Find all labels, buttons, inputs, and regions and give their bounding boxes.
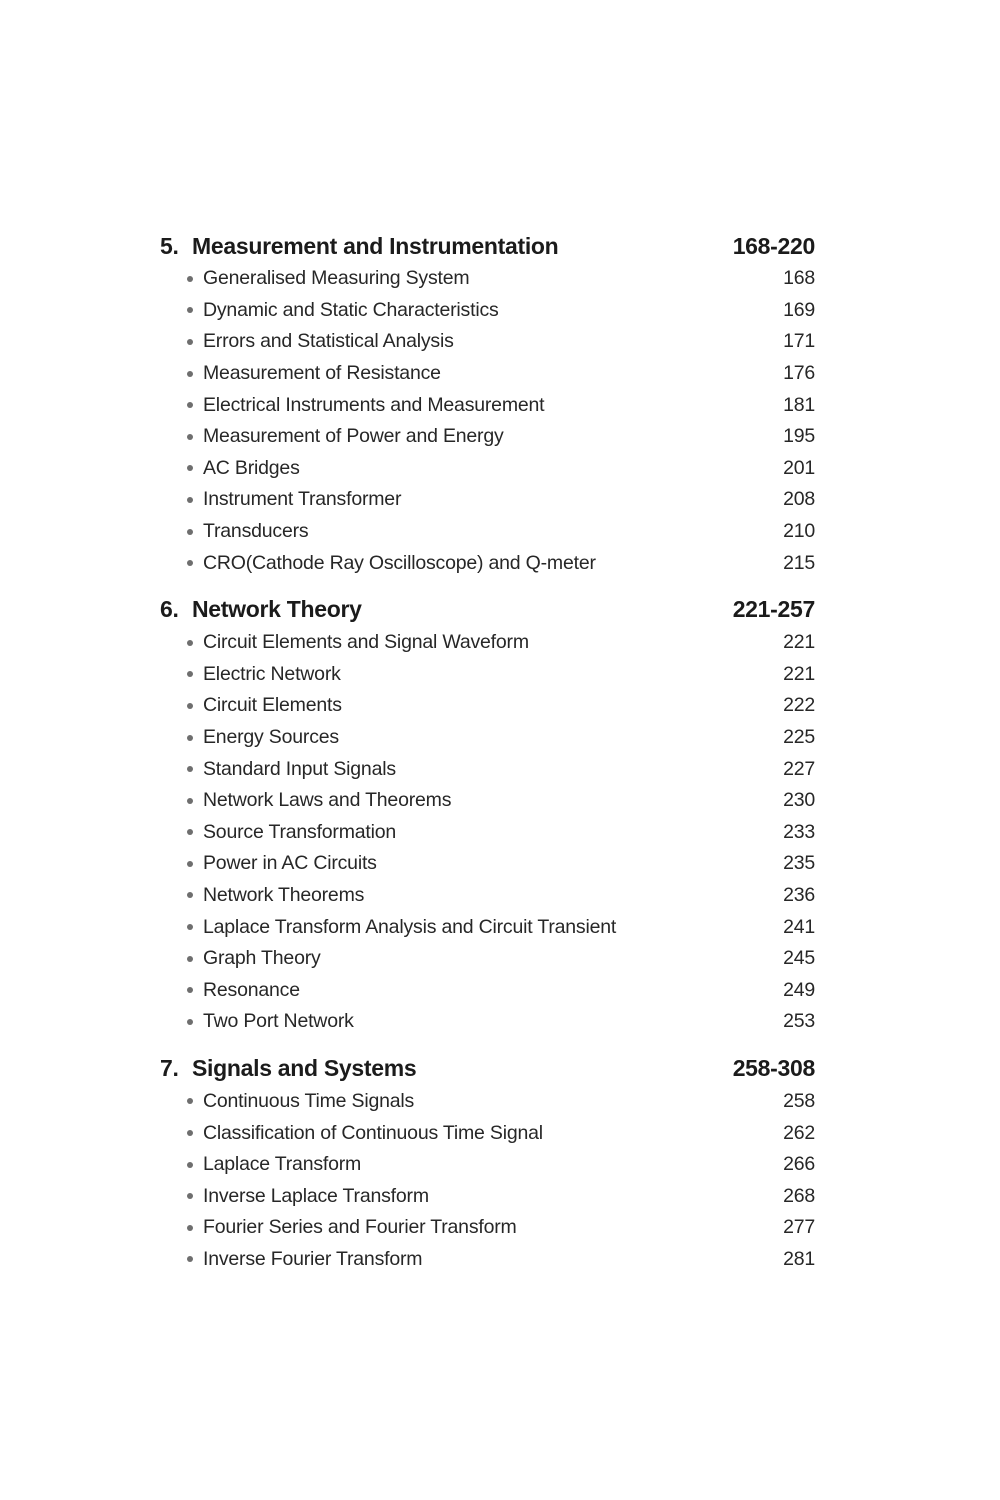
section-page-range: 221-257 (732, 596, 815, 623)
entry-title: Circuit Elements and Signal Waveform (203, 631, 529, 654)
bullet-icon (187, 1130, 193, 1136)
entry-page-number: 168 (783, 267, 815, 290)
bullet-icon (187, 892, 193, 898)
entry-title: Instrument Transformer (203, 488, 402, 511)
entry-title: Inverse Laplace Transform (203, 1184, 429, 1207)
entry-page-number: 233 (783, 820, 815, 843)
entry-title: Fourier Series and Fourier Transform (203, 1216, 517, 1239)
entry-page-number: 241 (783, 915, 815, 938)
bullet-icon (187, 529, 193, 535)
bullet-icon (187, 703, 193, 709)
entry-page-number: 222 (783, 694, 815, 717)
entry-title: Classification of Continuous Time Signal (203, 1121, 543, 1144)
entry-title: Errors and Statistical Analysis (203, 330, 454, 353)
section-heading (160, 593, 815, 627)
entry-page-number: 236 (783, 883, 815, 906)
bullet-icon (187, 465, 193, 471)
entry-page-number: 230 (783, 789, 815, 812)
entry-page-number: 225 (783, 726, 815, 749)
entry-page-number: 253 (783, 1010, 815, 1033)
entry-title: Transducers (203, 520, 309, 543)
bullet-icon (187, 339, 193, 345)
toc-entry (160, 880, 815, 912)
bullet-icon (187, 434, 193, 440)
entry-page-number: 171 (783, 330, 815, 353)
bullet-icon (187, 671, 193, 677)
entry-page-number: 268 (783, 1184, 815, 1207)
entry-page-number: 221 (783, 662, 815, 685)
entry-page-number: 227 (783, 757, 815, 780)
entry-title: AC Bridges (203, 456, 300, 479)
toc-section (160, 1052, 815, 1276)
entry-page-number: 181 (783, 393, 815, 416)
entry-title: Graph Theory (203, 947, 321, 970)
bullet-icon (187, 402, 193, 408)
bullet-icon (187, 497, 193, 503)
toc-entry (160, 1117, 815, 1149)
toc-entry (160, 389, 815, 421)
bullet-icon (187, 735, 193, 741)
bullet-icon (187, 371, 193, 377)
bullet-icon (187, 1193, 193, 1199)
toc-entry (160, 943, 815, 975)
bullet-icon (187, 766, 193, 772)
bullet-icon (187, 987, 193, 993)
toc-entry (160, 1180, 815, 1212)
entry-title: Resonance (203, 978, 300, 1001)
entry-page-number: 258 (783, 1089, 815, 1112)
entry-title: Network Theorems (203, 883, 365, 906)
entry-title: Two Port Network (203, 1010, 354, 1033)
entry-page-number: 210 (783, 520, 815, 543)
entry-title: Network Laws and Theorems (203, 789, 452, 812)
toc-section (160, 229, 815, 579)
bullet-icon (187, 861, 193, 867)
toc-entry (160, 974, 815, 1006)
entry-title: Source Transformation (203, 820, 397, 843)
section-title: Network Theory (192, 596, 362, 623)
section-heading (160, 1052, 815, 1086)
entry-title: Standard Input Signals (203, 757, 396, 780)
toc-entry (160, 1212, 815, 1244)
bullet-icon (187, 1162, 193, 1168)
bullet-icon (187, 1019, 193, 1025)
entry-title: Dynamic and Static Characteristics (203, 298, 499, 321)
bullet-icon (187, 307, 193, 313)
entry-page-number: 201 (783, 456, 815, 479)
section-heading (160, 229, 815, 263)
toc-entry (160, 1006, 815, 1038)
entry-title: CRO(Cathode Ray Oscilloscope) and Q-meter (203, 551, 596, 574)
toc-entry (160, 785, 815, 817)
toc-entry (160, 627, 815, 659)
bullet-icon (187, 1256, 193, 1262)
toc-entry (160, 722, 815, 754)
entry-page-number: 266 (783, 1153, 815, 1176)
entry-page-number: 221 (783, 631, 815, 654)
entry-page-number: 235 (783, 852, 815, 875)
toc-entry (160, 421, 815, 453)
toc-entry (160, 753, 815, 785)
entry-title: Laplace Transform (203, 1153, 362, 1176)
toc-entry (160, 817, 815, 849)
entry-page-number: 169 (783, 298, 815, 321)
bullet-icon (187, 640, 193, 646)
toc-entry (160, 690, 815, 722)
entry-title: Measurement of Power and Energy (203, 425, 504, 448)
toc-entry (160, 295, 815, 327)
toc-entry (160, 516, 815, 548)
section-number: 7. (160, 1055, 179, 1082)
bullet-icon (187, 1098, 193, 1104)
bullet-icon (187, 924, 193, 930)
bullet-icon (187, 829, 193, 835)
bullet-icon (187, 798, 193, 804)
entry-title: Inverse Fourier Transform (203, 1247, 423, 1270)
entry-page-number: 176 (783, 362, 815, 385)
entry-page-number: 249 (783, 978, 815, 1001)
toc-entry (160, 453, 815, 485)
section-title: Measurement and Instrumentation (192, 232, 559, 259)
section-title: Signals and Systems (192, 1055, 417, 1082)
section-page-range: 168-220 (732, 232, 815, 259)
entry-title: Electrical Instruments and Measurement (203, 393, 545, 416)
section-number: 5. (160, 232, 179, 259)
toc (160, 229, 815, 1275)
toc-entry (160, 1086, 815, 1118)
toc-entry (160, 911, 815, 943)
bullet-icon (187, 1225, 193, 1231)
entry-page-number: 208 (783, 488, 815, 511)
bullet-icon (187, 560, 193, 566)
toc-entry (160, 358, 815, 390)
bullet-icon (187, 956, 193, 962)
entry-title: Energy Sources (203, 726, 339, 749)
toc-entry (160, 547, 815, 579)
entry-title: Generalised Measuring System (203, 267, 470, 290)
entry-page-number: 277 (783, 1216, 815, 1239)
entry-title: Electric Network (203, 662, 341, 685)
toc-entry (160, 1149, 815, 1181)
bullet-icon (187, 276, 193, 282)
section-number: 6. (160, 596, 179, 623)
entry-page-number: 215 (783, 551, 815, 574)
entry-page-number: 281 (783, 1247, 815, 1270)
section-page-range: 258-308 (732, 1055, 815, 1082)
toc-entry (160, 263, 815, 295)
toc-entry (160, 326, 815, 358)
toc-section (160, 593, 815, 1038)
entry-title: Continuous Time Signals (203, 1089, 415, 1112)
entry-page-number: 245 (783, 947, 815, 970)
entry-page-number: 262 (783, 1121, 815, 1144)
toc-entry (160, 1244, 815, 1276)
entry-title: Power in AC Circuits (203, 852, 377, 875)
entry-title: Circuit Elements (203, 694, 342, 717)
toc-entry (160, 659, 815, 691)
toc-entry (160, 848, 815, 880)
entry-page-number: 195 (783, 425, 815, 448)
entry-title: Measurement of Resistance (203, 362, 441, 385)
toc-entry (160, 484, 815, 516)
entry-title: Laplace Transform Analysis and Circuit Transient (203, 915, 617, 938)
